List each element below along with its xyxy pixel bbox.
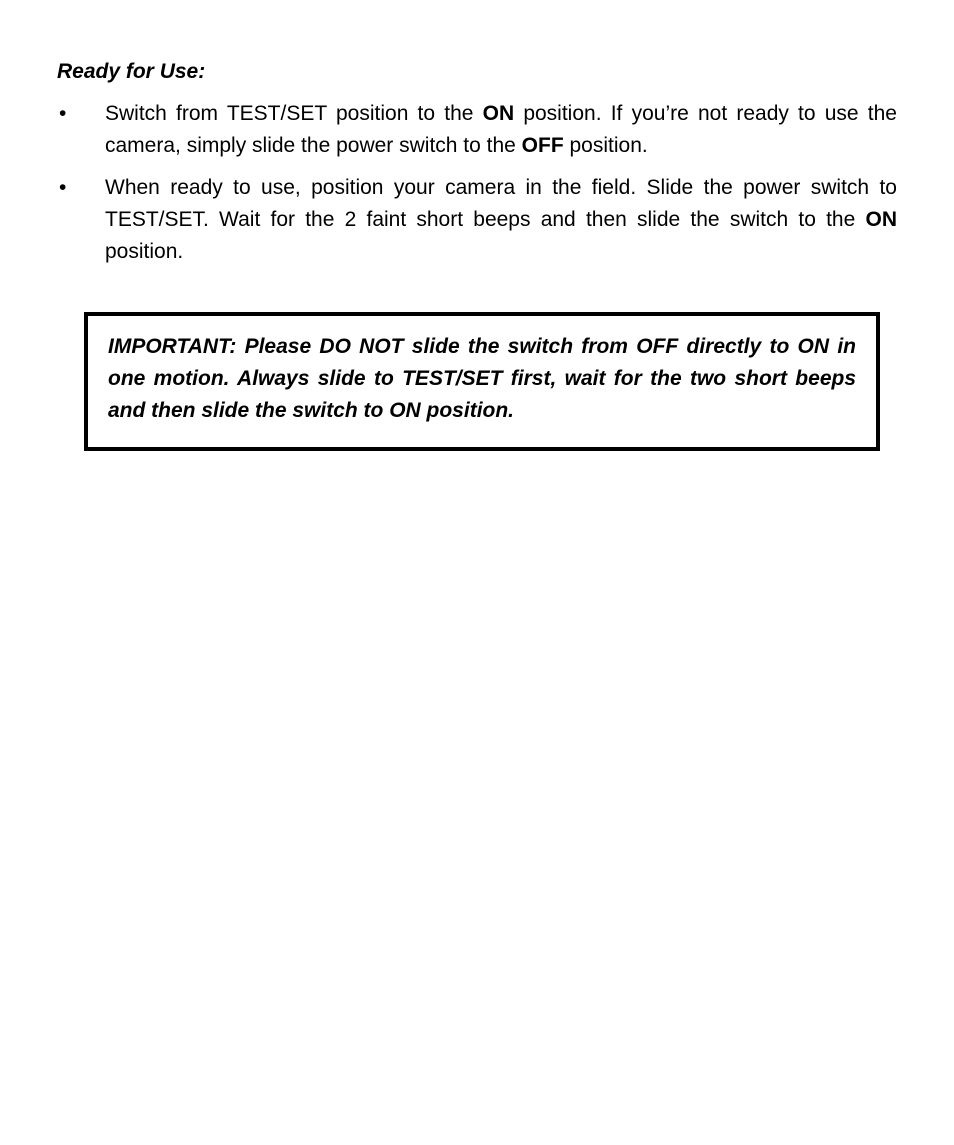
item-emphasis-off: OFF bbox=[521, 134, 564, 157]
bullet-icon: • bbox=[59, 176, 67, 199]
item-text: Switch from TEST/SET position to the bbox=[105, 102, 483, 125]
item-emphasis-on: ON bbox=[865, 208, 897, 231]
important-notice-box bbox=[84, 312, 880, 451]
list-item bbox=[57, 172, 897, 268]
item-emphasis-on: ON bbox=[482, 102, 515, 125]
list-item bbox=[57, 98, 897, 162]
item-text: When ready to use, position your camera in the field. Slide the power switch to TEST/SET. Wait for the 2 faint short beeps and then slide the switch to the bbox=[105, 176, 897, 231]
document-page bbox=[57, 56, 897, 278]
section-heading: Ready for Use: bbox=[57, 60, 206, 83]
item-text: position. bbox=[105, 240, 184, 263]
item-text: position. If you’re not ready to use the camera, simply slide the power switch to the bbox=[105, 102, 897, 157]
important-notice-text: IMPORTANT: Please DO NOT slide the switch from OFF directly to ON in one motion. Always slide to TEST/SET first, wait for the two short beeps and then slide the switch to ON position. bbox=[108, 335, 856, 422]
instruction-list bbox=[57, 98, 897, 268]
item-text: position. bbox=[563, 134, 648, 157]
bullet-icon: • bbox=[59, 102, 67, 125]
